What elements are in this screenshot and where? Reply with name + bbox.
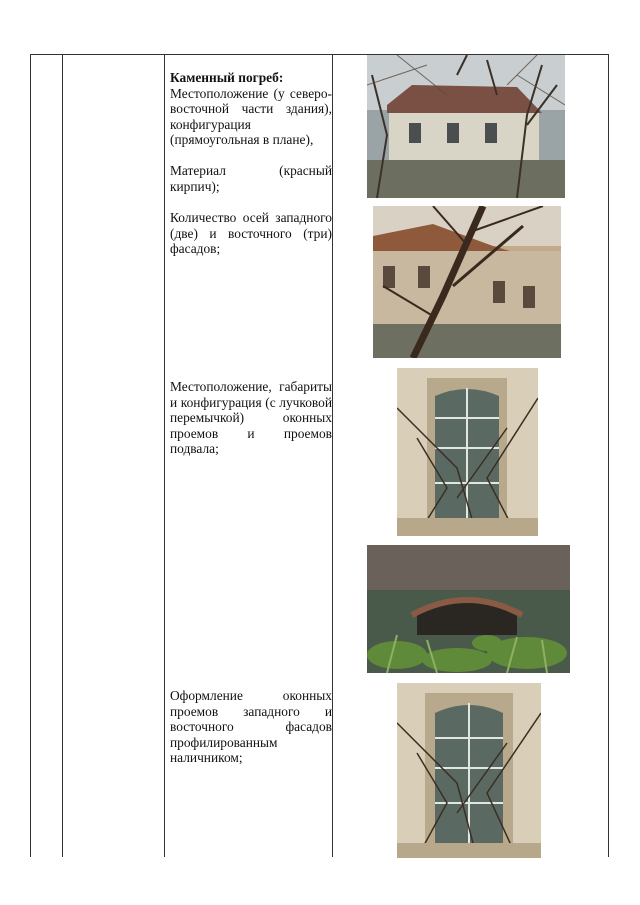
location-text: Местоположение (у северо-восточной части здания), конфигурация (прямоугольная в плане), (170, 85, 332, 147)
openings-text: Местоположение, габариты и конфигурация (с лучковой перемычкой) оконных проемов и проемов подвала; (170, 379, 332, 456)
photo-window-closeup (397, 368, 538, 536)
table-column-divider-2 (164, 54, 165, 857)
axes-text: Количество осей западного (две) и восточного (три) фасадов; (170, 210, 332, 256)
material-text: Материал (красный кирпич); (170, 163, 332, 194)
cellar-heading: Каменный погреб: (170, 70, 284, 85)
table-column-divider-1 (62, 54, 63, 857)
photo-house-general-view (367, 55, 565, 198)
table-right-border (608, 54, 609, 857)
photo-window-with-casing (397, 683, 541, 858)
table-column-divider-3 (332, 54, 333, 857)
decoration-text: Оформление оконных проемов западного и восточного фасадов профилированным наличником; (170, 688, 332, 765)
photo-house-with-tree (373, 206, 561, 358)
table-left-border (30, 54, 31, 857)
photo-basement-opening (367, 545, 570, 673)
description-block-1 (170, 70, 332, 148)
